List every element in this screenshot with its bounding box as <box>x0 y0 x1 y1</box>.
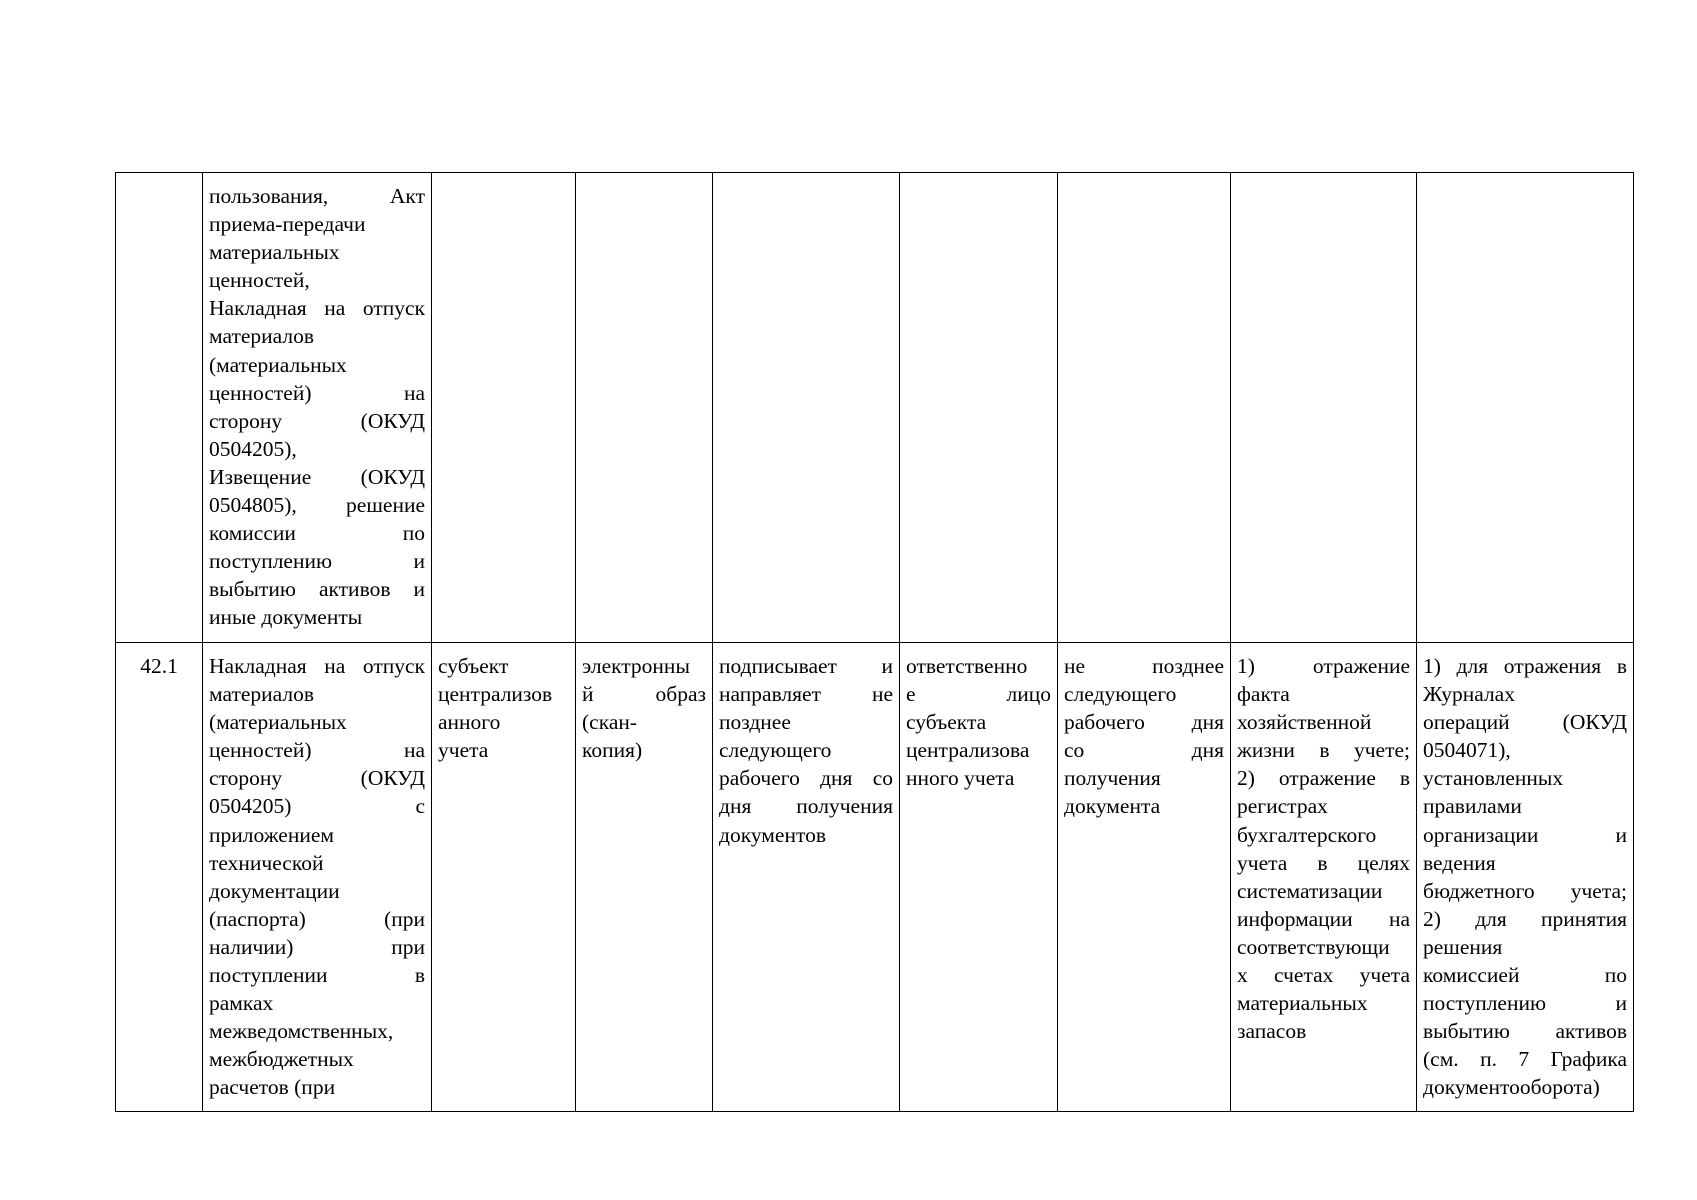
cell-text-line: Извещение (ОКУД <box>209 464 425 489</box>
cell-text-line: выбытию активов и <box>209 577 425 602</box>
cell-text-line: материальных <box>209 240 340 265</box>
purpose-detail-cell <box>1417 173 1634 643</box>
cell-text-line: (материальных <box>209 352 347 377</box>
cell-text-line: 1) для отражения в <box>1423 654 1627 678</box>
cell-text-line: систематизации <box>1237 878 1383 903</box>
cell-text-line: комиссией по <box>1423 963 1627 988</box>
cell-text-line: документов <box>719 822 826 847</box>
cell-text-line: организации и <box>1423 822 1627 847</box>
cell-text-line: й образ <box>582 682 706 707</box>
cell-text-line: анного <box>438 710 501 735</box>
cell-text-line: учета в целях <box>1237 850 1410 875</box>
cell-text-line: подписывает и <box>719 654 893 678</box>
cell-text-line: со дня <box>1064 738 1224 763</box>
cell-text-line: сторону (ОКУД <box>209 766 425 791</box>
purpose-cell <box>1231 173 1417 643</box>
cell-text-line: 0504805), решение <box>209 493 425 518</box>
cell-text-line: ответственно <box>906 654 1028 678</box>
cell-text-line: субъекта <box>906 710 987 735</box>
cell-text-line: е лицо <box>906 682 1051 707</box>
cell-text-line: выбытию активов <box>1423 1019 1627 1044</box>
cell-text-line: поступлению и <box>209 549 425 574</box>
cell-text-line: х счетах учета <box>1237 963 1410 988</box>
row-number-cell <box>116 173 203 643</box>
cell-text-line: рабочего дня со <box>719 766 893 791</box>
cell-text-line: жизни в учете; <box>1237 738 1410 763</box>
cell-text-line: межбюджетных <box>209 1047 354 1072</box>
cell-text-line: дня получения <box>719 794 893 819</box>
cell-text-line: направляет не <box>719 682 893 707</box>
cell-text-line: бюджетного учета; <box>1423 878 1627 903</box>
format-cell <box>576 173 713 643</box>
cell-text-line: следующего <box>719 738 832 763</box>
cell-text-line: Накладная на отпуск <box>209 654 425 678</box>
cell-text-line: документа <box>1064 794 1161 819</box>
cell-text-line: материалов <box>209 324 315 349</box>
cell-text-line: Накладная на отпуск <box>209 296 425 321</box>
cell-text-line: Журналах <box>1423 682 1515 707</box>
row-number: 42.1 <box>140 654 178 678</box>
cell-text-line: следующего <box>1064 682 1177 707</box>
cell-text-line: расчетов (при <box>209 1075 336 1100</box>
cell-text-line: (материальных <box>209 710 347 735</box>
cell-text-line: получения <box>1064 766 1161 791</box>
action-cell <box>713 173 900 643</box>
cell-text-line: 2) для принятия <box>1423 906 1627 931</box>
purpose-detail-cell <box>1417 643 1634 1112</box>
cell-text-line: ценностей) на <box>209 738 425 763</box>
cell-text-line: регистрах <box>1237 794 1328 819</box>
cell-text-line: субъект <box>438 654 509 678</box>
responsible-cell <box>900 643 1058 1112</box>
cell-text-line: копия) <box>582 738 643 763</box>
cell-text-line: 0504205) с <box>209 794 425 819</box>
cell-text-line: рабочего дня <box>1064 710 1224 735</box>
cell-text-line: наличии) при <box>209 934 425 959</box>
cell-text-line: 0504071), <box>1423 738 1511 763</box>
cell-text-line: (скан- <box>582 710 638 735</box>
cell-text-line: (паспорта) (при <box>209 906 425 931</box>
cell-text-line: не позднее <box>1064 654 1224 678</box>
cell-text-line: запасов <box>1237 1019 1307 1044</box>
cell-text-line: 2) отражение в <box>1237 766 1410 791</box>
cell-text-line: пользования, Акт <box>209 184 425 208</box>
cell-text-line: факта <box>1237 682 1290 707</box>
cell-text-line: соответствующи <box>1237 934 1390 959</box>
creator-cell <box>432 643 576 1112</box>
cell-text-line: электронны <box>582 654 690 678</box>
cell-text-line: иные документы <box>209 605 363 630</box>
cell-text-line: информации на <box>1237 906 1410 931</box>
purpose-cell <box>1231 643 1417 1112</box>
cell-text-line: документации <box>209 878 340 903</box>
cell-text-line: приложением <box>209 822 334 847</box>
cell-text-line: бухгалтерского <box>1237 822 1377 847</box>
cell-text-line: позднее <box>719 710 791 735</box>
cell-text-line: поступлению и <box>1423 991 1627 1016</box>
cell-text-line: нного учета <box>906 766 1015 791</box>
cell-text-line: правилами <box>1423 794 1522 819</box>
action-cell <box>713 643 900 1112</box>
cell-text-line: рамках <box>209 991 274 1016</box>
cell-text-line: ценностей) на <box>209 380 425 405</box>
cell-text-line: документооборота) <box>1423 1075 1600 1100</box>
cell-text-line: решения <box>1423 934 1503 959</box>
document-flow-table <box>115 172 1634 1112</box>
cell-text-line: технической <box>209 850 324 875</box>
cell-text-line: поступлении в <box>209 963 425 988</box>
document-name-cell <box>203 643 432 1112</box>
responsible-cell <box>900 173 1058 643</box>
cell-text-line: сторону (ОКУД <box>209 408 425 433</box>
cell-text-line: централизов <box>438 682 553 707</box>
document-name-cell <box>203 173 432 643</box>
cell-text-line: установленных <box>1423 766 1564 791</box>
cell-text-line: хозяйственной <box>1237 710 1372 735</box>
cell-text-line: материальных <box>1237 991 1368 1016</box>
cell-text-line: операций (ОКУД <box>1423 710 1627 735</box>
cell-text-line: ценностей, <box>209 268 310 293</box>
table-row <box>116 643 1634 1112</box>
cell-text-line: централизова <box>906 738 1030 763</box>
cell-text-line: ведения <box>1423 850 1496 875</box>
deadline-cell <box>1058 643 1231 1112</box>
table-row <box>116 173 1634 643</box>
cell-text-line: комиссии по <box>209 521 425 546</box>
cell-text-line: 1) отражение <box>1237 654 1410 678</box>
cell-text-line: материалов <box>209 682 315 707</box>
cell-text-line: приема-передачи <box>209 212 366 237</box>
cell-text-line: межведомственных, <box>209 1019 394 1044</box>
creator-cell <box>432 173 576 643</box>
cell-text-line: учета <box>438 738 489 763</box>
row-number-cell <box>116 643 203 1112</box>
deadline-cell <box>1058 173 1231 643</box>
cell-text-line: 0504205), <box>209 436 297 461</box>
cell-text-line: (см. п. 7 Графика <box>1423 1047 1627 1072</box>
format-cell <box>576 643 713 1112</box>
